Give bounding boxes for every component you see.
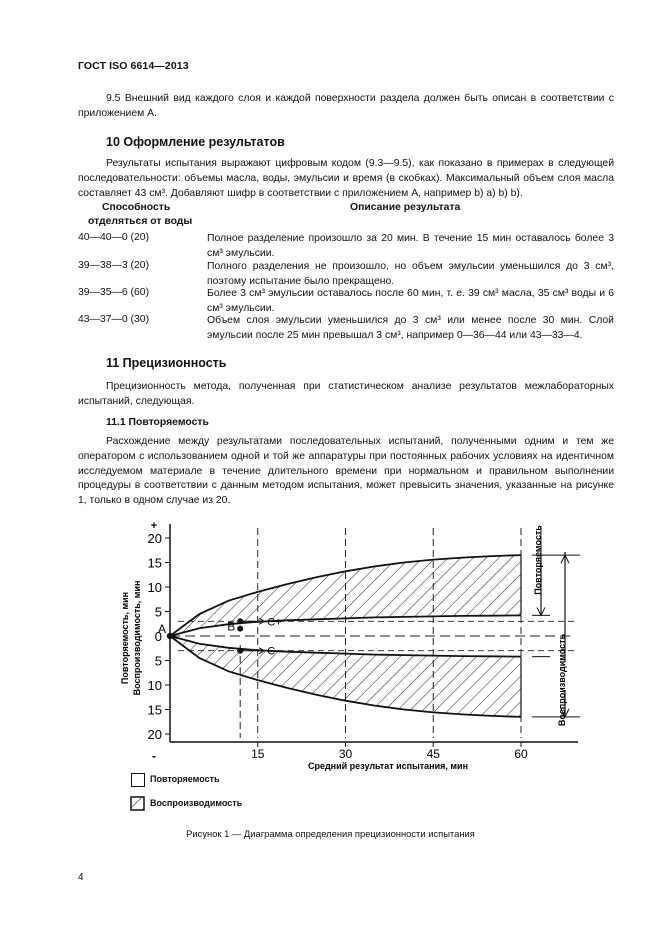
y-tick-label-upper-15: 15 [147,555,162,571]
table-row-4-desc: Объем слоя эмульсии уменьшился до 3 см³ или менее после 30 мин. Слой эмульсии после 25 мин превышал 3 см³, например 0—36—44 или 43—33—4. [207,315,614,341]
point-c-plus-label: C+ [267,616,282,629]
page-number: 4 [78,872,84,883]
x-tick-label-60: 60 [514,747,528,761]
y-plus-sign: + [150,520,158,532]
section-11-paragraph: Прецизионность метода, полученная при статистическом анализе результатов межлабораторных испытаний, следующая. [78,381,614,407]
section-10-paragraph: Результаты испытания выражают цифровым кодом (9.3—9.5), как показано в примерах в следующей последовательности: объемы масла, воды, эмульсии и время (в скобках). Максимальный объем слоя масла составляет 43 см³. Добавляют шифр в соответствии с приложением А, например b) a) b) b). [78,158,614,199]
subsection-11-1-title: 11.1 Повторяемость [106,417,209,428]
subsection-11-1-paragraph: Расхождение между результатами последовательных испытаний, полученными одним и тем же оператором с использованием одной и той же аппаратуры при постоянных рабочих условиях на идентичном исследуемом материале в течение длительного времени при нормальном и правильном выполнении процедуры в соответствии с данным методом испытания, может превысить значения, указанные на рисунке 1, только в одном случае из 20. [78,436,614,507]
table-row-1-desc: Полное разделение произошло за 20 мин. В течение 15 мин оставалось более 3 см³ эмульсии. [207,233,614,259]
table-row-2-desc: Полного разделения не произошло, но объем эмульсии уменьшился до 3 см³, поэтому испытание было прекращено. [207,261,614,287]
y-tick-label-upper-5: 5 [154,604,162,620]
y-tick-label-lower-10: 10 [147,678,162,693]
x-tick-label-15: 15 [251,747,265,761]
table-col2-header: Описание результата [350,202,461,213]
legend-repeatability-swatch [131,773,145,787]
right-label-repeatability: Повторяемость [533,525,543,595]
section-11-title: 11 Прецизионность [106,356,227,370]
point-c-minus-label: C− [267,645,282,658]
x-tick-label-45: 45 [426,747,440,761]
legend-reproducibility-swatch [130,796,146,812]
table-col1-header-line2: отделяться от воды [88,216,193,227]
legend-repeatability-label: Повторяемость [150,774,220,784]
legend-reproducibility-label: Воспроизводимость [150,798,243,808]
table-row-2-code: 39—38—3 (20) [78,260,150,271]
point-a [167,633,173,639]
y-axis-label-line1: Повторяемость, мин [120,591,130,685]
y-tick-label-upper-20: 20 [147,531,162,546]
x-axis-label: Средний результат испытания, мин [307,761,469,771]
y-tick-label-lower-20: 20 [147,727,162,742]
document-header: ГОСТ ISO 6614—2013 [78,60,189,72]
y-axis-label-line2: Воспроизводимость, мин [132,580,142,696]
y-tick-label-upper-10: 10 [147,580,162,595]
table-row-4-code: 43—37—0 (30) [78,314,150,325]
figure-caption: Рисунок 1 — Диаграмма определения прецизионности испытания [186,828,475,839]
y-tick-label-zero: 0 [154,629,162,644]
table-row-3-code: 39—35—6 (60) [78,287,150,298]
x-tick-label-30: 30 [338,747,353,761]
table-row-1-code: 40—40—0 (20) [78,232,150,243]
point-b [237,626,243,632]
section-10-title: 10 Оформление результатов [106,135,285,149]
table-col1-header-line1: Способность [102,202,171,213]
precision-chart [0,512,661,772]
y-minus-sign: - [152,749,156,763]
right-label-reproducibility: Воспроизводимость [557,633,567,727]
point-a-label: A [158,622,167,636]
point-b-label: B [227,619,236,634]
paragraph-9-5: 9.5 Внешний вид каждого слоя и каждой поверхности раздела должен быть описан в соответствии с приложением А. [78,93,614,119]
y-tick-label-lower-5: 5 [154,653,162,669]
y-tick-label-lower-15: 15 [147,702,162,718]
table-row-3-desc: Более 3 см³ эмульсии оставалось после 60 мин, т. е. 39 см³ масла, 35 см³ воды и 6 см³ эмульсии. [207,288,614,314]
